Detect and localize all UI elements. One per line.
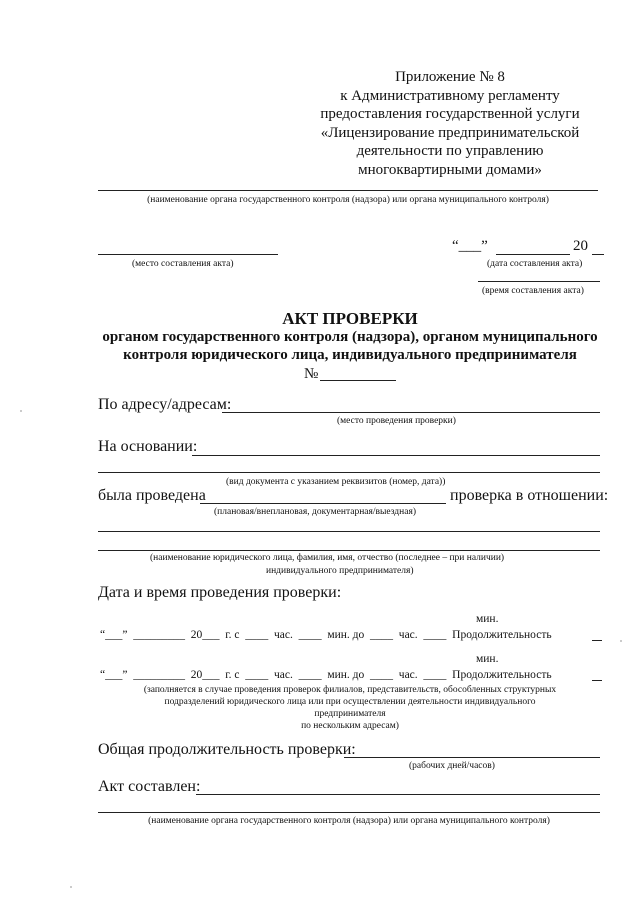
compiled-label: Акт составлен:	[98, 778, 201, 795]
total-duration-label: Общая продолжительность проверки:	[98, 741, 356, 758]
schedule-row-2[interactable]: “___” _________ 20___ г. с ____ час. ____ мин. до ____ час. ____ Продолжительность	[100, 669, 552, 681]
act-subtitle-line-1: органом государственного контроля (надзора), органом муниципального	[102, 329, 598, 345]
entity-field-line-1[interactable]	[98, 531, 600, 532]
authority-caption: (наименование органа государственного контроля (надзора) или органа муниципального контроля)	[147, 195, 549, 205]
date-month-field-line[interactable]	[496, 254, 570, 255]
entity-field-line-2[interactable]	[98, 550, 600, 551]
total-duration-field-line[interactable]	[344, 757, 600, 758]
address-field-line[interactable]	[222, 412, 600, 413]
appendix-line: «Лицензирование предпринимательской	[320, 124, 580, 141]
schedule-note-2: подразделений юридического лица или при осуществлении деятельности индивидуального	[164, 697, 536, 707]
entity-caption-2: индивидуального предпринимателя)	[266, 566, 414, 576]
schedule-note-3: предпринимателя	[314, 709, 386, 719]
appendix-line: к Административному регламенту	[340, 87, 560, 104]
date-day: “___”	[452, 238, 488, 254]
scan-speck	[20, 410, 22, 412]
authority-field-line[interactable]	[98, 190, 598, 191]
minutes-label-2: мин.	[476, 653, 499, 665]
compiled-caption: (наименование органа государственного контроля (надзора) или органа муниципального контроля)	[148, 816, 550, 826]
schedule-note-4: по нескольким адресам)	[301, 721, 399, 731]
conducted-caption: (плановая/внеплановая, документарная/выездная)	[214, 507, 416, 517]
appendix-line: предоставления государственной услуги	[320, 106, 580, 123]
scan-speck	[620, 640, 622, 642]
basis-field-line[interactable]	[192, 455, 600, 456]
schedule-row-2-tail-line	[592, 680, 602, 681]
entity-caption-1: (наименование юридического лица, фамилия, имя, отчество (последнее – при наличии)	[150, 553, 505, 563]
date-year: 20	[573, 238, 588, 254]
schedule-row-1[interactable]: “___” _________ 20___ г. с ____ час. ____ мин. до ____ час. ____ Продолжительность	[100, 629, 552, 641]
appendix-line: многоквартирными домами»	[358, 161, 542, 178]
basis-field-line-2[interactable]	[98, 472, 600, 473]
compiled-field-line-2[interactable]	[98, 812, 600, 813]
act-number-label: №	[304, 366, 319, 382]
time-field-line[interactable]	[478, 281, 600, 282]
check-type-field-line[interactable]	[200, 503, 446, 504]
basis-label: На основании:	[98, 438, 198, 455]
total-duration-caption: (рабочих дней/часов)	[409, 761, 495, 771]
address-label: По адресу/адресам:	[98, 396, 232, 413]
act-number-field-line[interactable]	[320, 380, 396, 381]
appendix-line: Приложение № 8	[395, 69, 505, 85]
schedule-note-1: (заполняется в случае проведения проверок филиалов, представительств, обособленных структурных	[143, 685, 557, 695]
appendix-header	[300, 68, 600, 180]
time-caption: (время составления акта)	[482, 286, 584, 296]
act-subtitle-line-2: контроля юридического лица, индивидуального предпринимателя	[123, 347, 577, 363]
datetime-label: Дата и время проведения проверки:	[98, 584, 342, 601]
schedule-row-1-tail-line	[592, 640, 602, 641]
date-year-field-line[interactable]	[592, 254, 604, 255]
act-title: АКТ ПРОВЕРКИ	[282, 309, 418, 328]
scan-speck	[70, 886, 72, 888]
place-caption: (место составления акта)	[132, 259, 234, 269]
conducted-label: была проведена	[98, 487, 206, 504]
address-caption: (место проведения проверки)	[337, 416, 456, 426]
compiled-field-line[interactable]	[196, 794, 600, 795]
basis-caption: (вид документа с указанием реквизитов (номер, дата))	[226, 477, 446, 487]
appendix-line: деятельности по управлению	[356, 143, 544, 160]
minutes-label-1: мин.	[476, 613, 499, 625]
conducted-suffix: проверка в отношении:	[450, 487, 609, 504]
date-caption: (дата составления акта)	[487, 259, 583, 269]
place-field-line[interactable]	[98, 254, 278, 255]
